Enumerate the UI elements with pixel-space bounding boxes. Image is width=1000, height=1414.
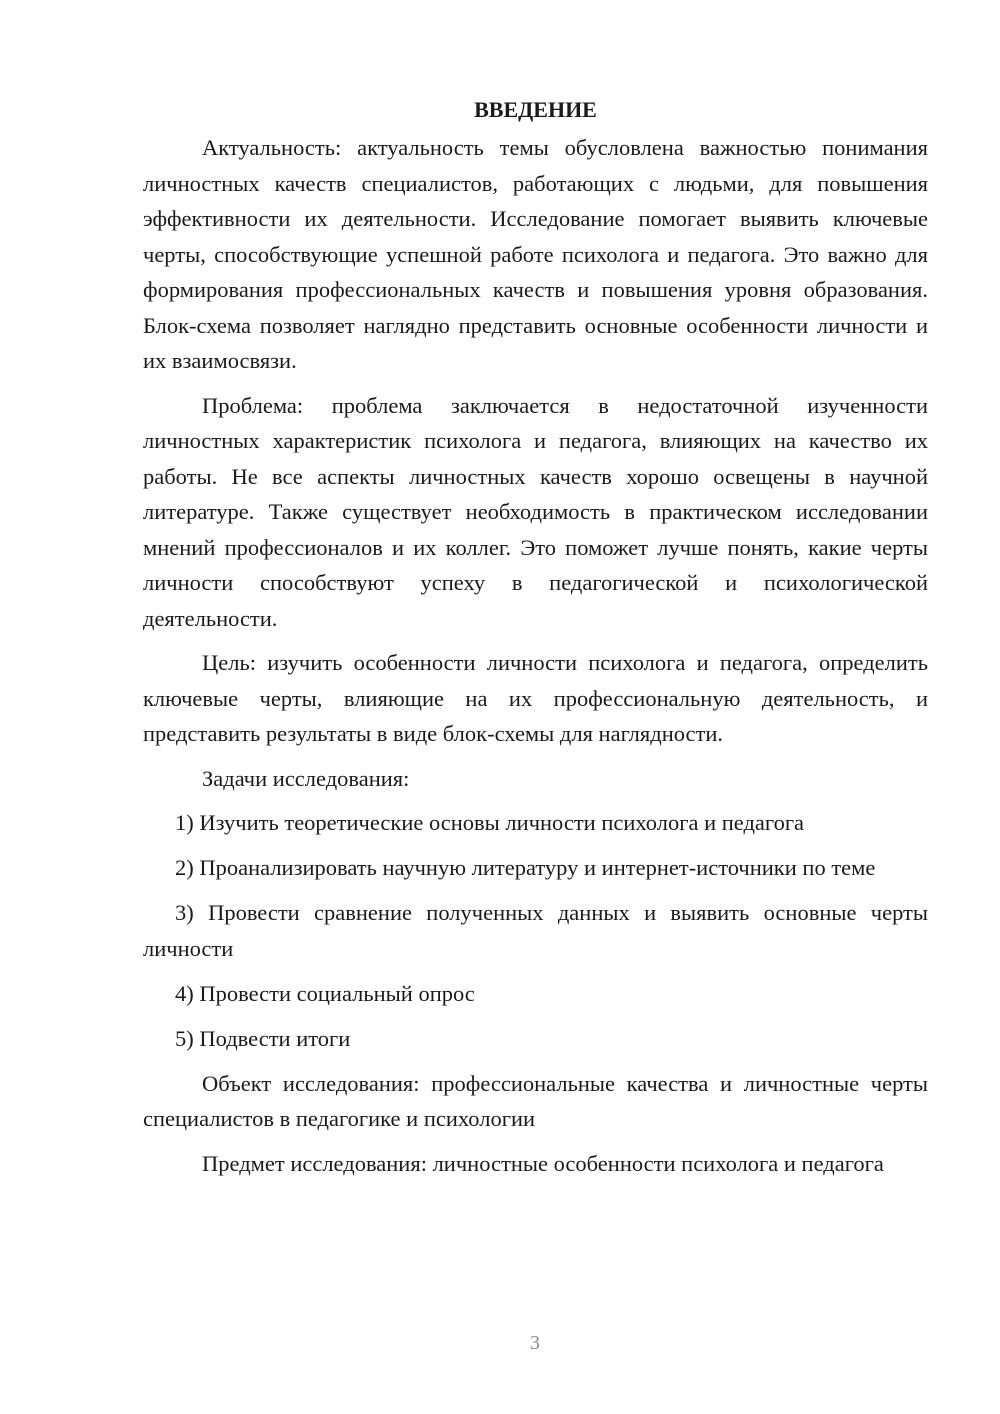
page-content (143, 90, 928, 1190)
object-paragraph: Объект исследования: профессиональные качества и личностные черты специалистов в педагогике и психологии (143, 1070, 928, 1131)
tasks-intro: Задачи исследования: (202, 765, 410, 791)
task-item: 4) Провести социальный опрос (175, 980, 475, 1006)
goal-paragraph: Цель: изучить особенности личности психолога и педагога, определить ключевые черты, влияющие на их профессиональную деятельность, и представить результаты в виде блок-схемы для наглядности. (143, 650, 928, 746)
task-item: 3) Провести сравнение полученных данных и выявить основные черты личности (143, 900, 928, 961)
section-heading: ВВЕДЕНИЕ (474, 97, 597, 122)
page-number: 3 (530, 1332, 540, 1354)
relevance-paragraph: Актуальность: актуальность темы обусловлена важностью понимания личностных качеств специалистов, работающих с людьми, для повышения эффективности их деятельности. Исследование помогает выявить ключевые черты, способствующие успешной работе психолога и педагога. Это важно для формирования профессиональных качеств и повышения уровня образования. Блок-схема позволяет наглядно представить основные особенности личности и их взаимосвязи. (143, 135, 928, 373)
task-item: 2) Проанализировать научную литературу и интернет-источники по теме (175, 855, 876, 880)
problem-paragraph: Проблема: проблема заключается в недостаточной изученности личностных характеристик психолога и педагога, влияющих на качество их работы. Не все аспекты личностных качеств хорошо освещены в научной литературе. Также существует необходимость в практическом исследовании мнений профессионалов и их коллег. Это поможет лучше понять, какие черты личности способствуют успеху в педагогической и психологической деятельности. (143, 392, 928, 631)
subject-paragraph: Предмет исследования: личностные особенности психолога и педагога (202, 1150, 884, 1176)
task-item: 5) Подвести итоги (175, 1025, 351, 1051)
task-item: 1) Изучить теоретические основы личности психолога и педагога (175, 810, 805, 835)
